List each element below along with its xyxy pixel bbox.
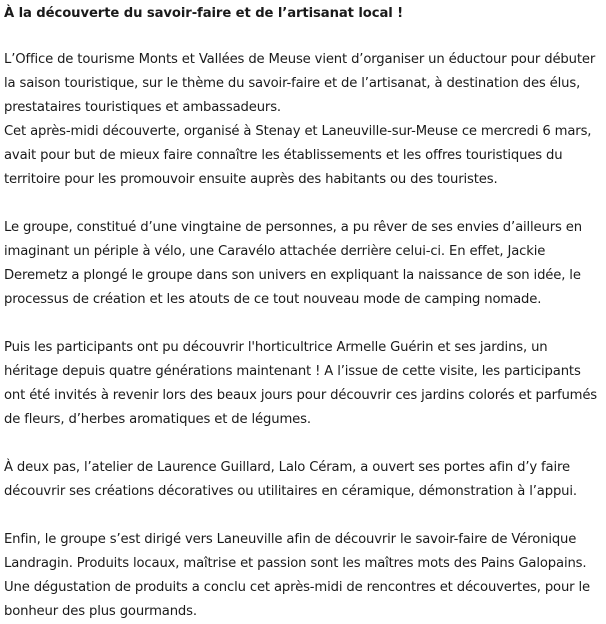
article xyxy=(4,0,602,624)
paragraph-workshop: À deux pas, l’atelier de Laurence Guillard, Lalo Céram, a ouvert ses portes afin d’y faire découvrir ses créations décoratives ou utilitaires en céramique, démonstration à l’appui. xyxy=(4,460,577,499)
paragraph-intro: L’Office de tourisme Monts et Vallées de Meuse vient d’organiser un éductour pour débuter la saison touristique, sur le thème du savoir-faire et de l’artisanat, à destination des élus, prestataires touristiques et ambassadeurs. xyxy=(4,52,596,115)
paragraph-conclusion: Enfin, le groupe s’est dirigé vers Laneuville afin de découvrir le savoir-faire de Véronique Landragin. Produits locaux, maîtrise et passion sont les maîtres mots des Pains Galopains. Une dégustation de produits a conclu cet après-midi de rencontres et découvertes, pour le bonheur des plus gourmands. xyxy=(4,532,590,619)
paragraph-gardens: Puis les participants ont pu découvrir l'horticultrice Armelle Guérin et ses jardins, un héritage depuis quatre générations maintenant ! A l’issue de cette visite, les participants ont été invités à revenir lors des beaux jours pour découvrir ces jardins colorés et parfumés de fleurs, d’herbes aromatiques et de légumes. xyxy=(4,340,598,427)
article-title: À la découverte du savoir-faire et de l’artisanat local ! xyxy=(4,6,404,21)
paragraph-group: Le groupe, constitué d’une vingtaine de personnes, a pu rêver de ses envies d’ailleurs en imaginant un périple à vélo, une Caravélo attachée derrière celui-ci. En effet, Jackie Deremetz a plongé le groupe dans son univers en expliquant la naissance de son idée, le processus de création et les atouts de ce tout nouveau mode de camping nomade. xyxy=(4,220,582,307)
paragraph-afternoon: Cet après-midi découverte, organisé à Stenay et Laneuville-sur-Meuse ce mercredi 6 mars, avait pour but de mieux faire connaître les établissements et les offres touristiques du territoire pour les promouvoir ensuite auprès des habitants ou des touristes. xyxy=(4,124,592,187)
